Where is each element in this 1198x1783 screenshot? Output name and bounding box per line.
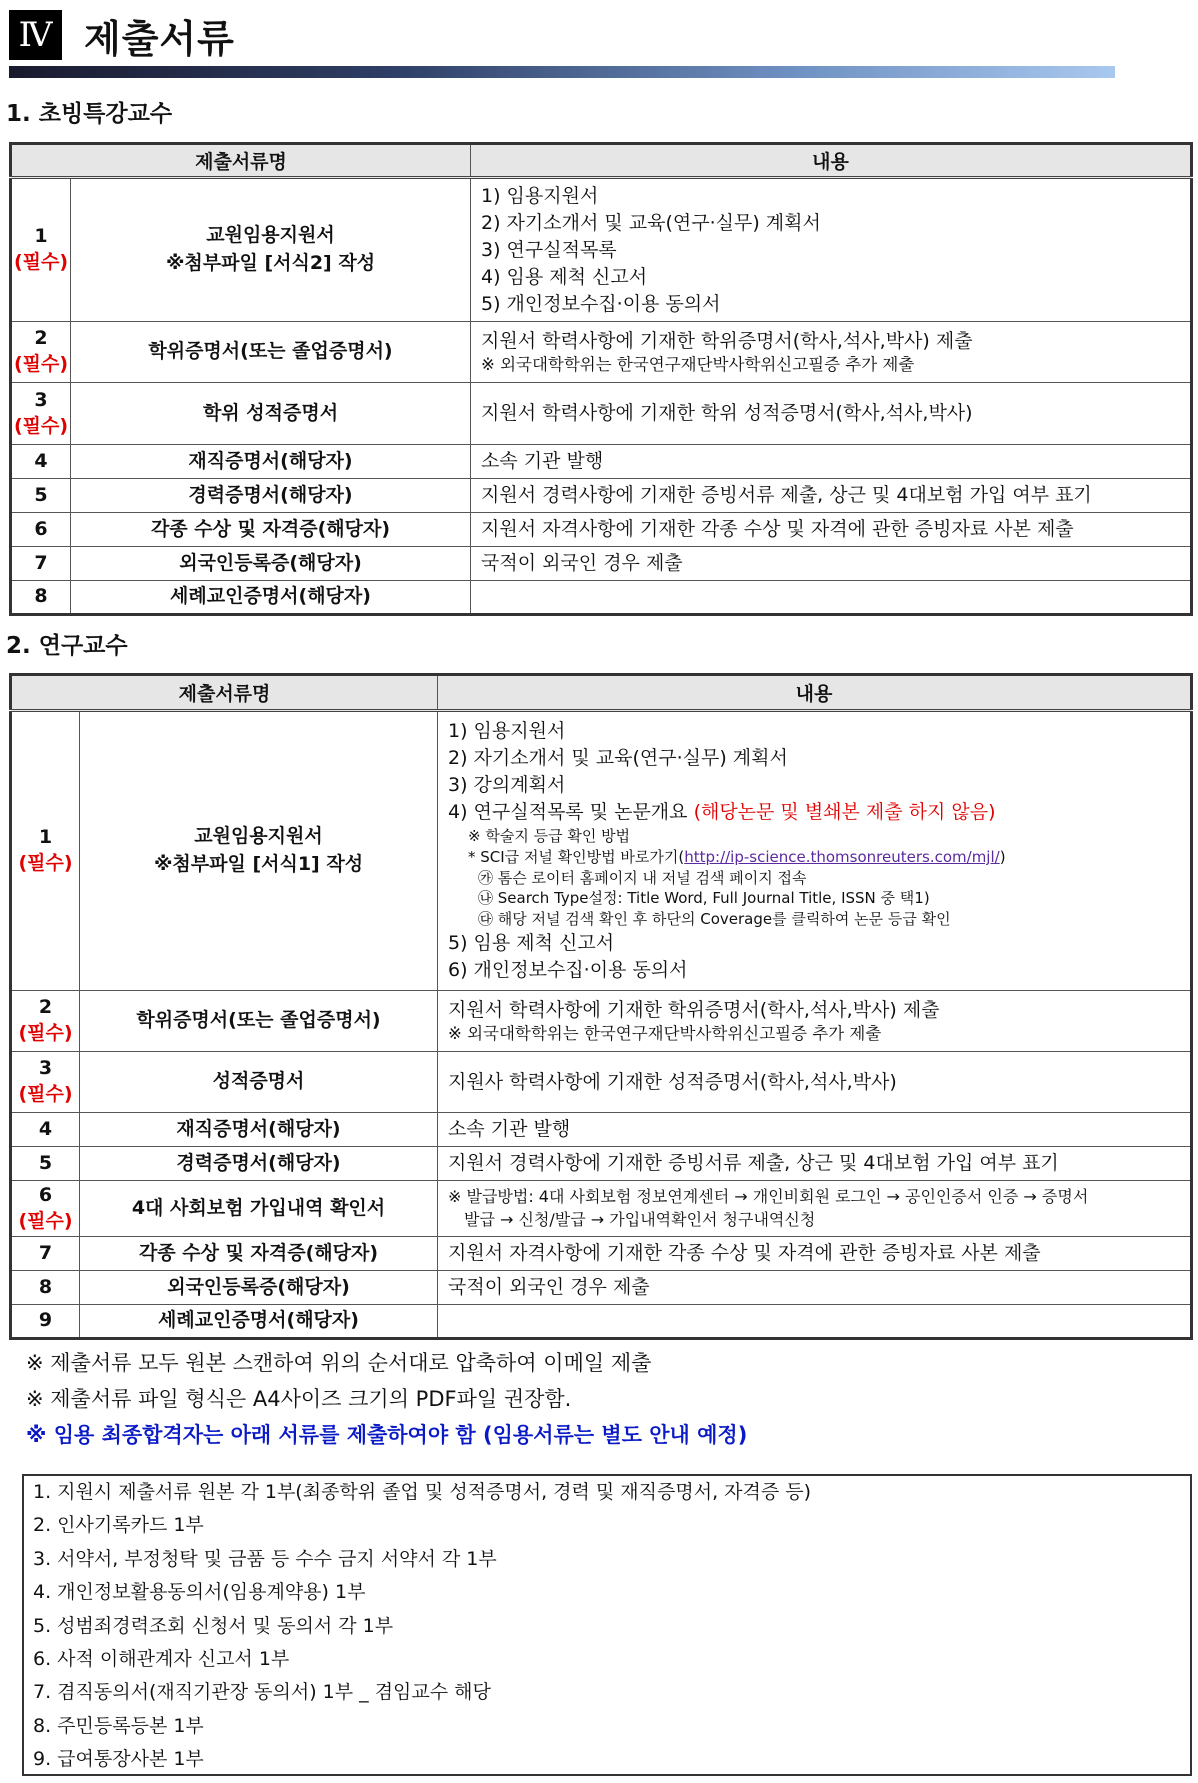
list-item: 5) 임용 제척 신고서 (448, 931, 615, 954)
row-number: 3 (필수) (11, 383, 71, 445)
row-number: 6 (필수) (11, 1181, 80, 1237)
list-item: 7. 겸직동의서(재직기관장 동의서) 1부 _ 겸임교수 해당 (33, 1681, 491, 1704)
document-content (438, 711, 1192, 991)
document-name: 경력증명서(해당자) (80, 1147, 438, 1181)
list-item: 6) 개인정보수집·이용 동의서 (448, 958, 688, 981)
row-number: 5 (11, 1147, 80, 1181)
document-content: 지원서 학력사항에 기재한 학위증명서(학사,석사,박사) 제출 ※ 외국대학학위는 한국연구재단박사학위신고필증 추가 제출 (471, 322, 1192, 383)
list-item: 2) 자기소개서 및 교육(연구·실무) 계획서 (481, 211, 821, 234)
list-item: 1) 임용지원서 (481, 184, 599, 207)
required-label: (필수) (18, 852, 73, 874)
chapter-header (9, 10, 235, 60)
row-number: 7 (11, 547, 71, 581)
table-row (11, 581, 1192, 615)
required-label: (필수) (18, 1022, 73, 1044)
table-row (11, 178, 1192, 322)
note-line: ※ 제출서류 파일 형식은 A4사이즈 크기의 PDF파일 권장함. (26, 1387, 572, 1411)
note-text: ※ 외국대학학위는 한국연구재단박사학위신고필증 추가 제출 (481, 355, 915, 375)
document-name: 각종 수상 및 자격증(해당자) (71, 513, 471, 547)
document-name: 경력증명서(해당자) (71, 479, 471, 513)
list-item: 5. 성범죄경력조회 신청서 및 동의서 각 1부 (33, 1614, 394, 1637)
document-content: 지원서 학력사항에 기재한 학위 성적증명서(학사,석사,박사) (471, 383, 1192, 445)
row-number: 2 (필수) (11, 991, 80, 1052)
submission-notes (26, 1345, 747, 1453)
list-item: 6. 사적 이해관계자 신고서 1부 (33, 1648, 290, 1671)
table-row (11, 1271, 1192, 1305)
document-content: ※ 발급방법: 4대 사회보험 정보연계센터 → 개인비회원 로그인 → 공인인증서 인증 → 증명서 발급 → 신청/발급 → 가입내역확인서 청구내역신청 (438, 1181, 1192, 1237)
row-number: 8 (11, 581, 71, 615)
required-label: (필수) (13, 414, 69, 437)
list-item: 9. 급여통장사본 1부 (33, 1748, 204, 1771)
document-name: 외국인등록증(해당자) (71, 547, 471, 581)
header-gradient-bar (9, 66, 1115, 78)
list-item: 3) 강의계획서 (448, 774, 566, 797)
document-name: 세례교인증명서(해당자) (80, 1305, 438, 1339)
warning-text: (해당논문 및 별쇄본 제출 하지 않음) (693, 801, 996, 824)
document-content: 지원서 자격사항에 기재한 각종 수상 및 자격에 관한 증빙자료 사본 제출 (438, 1237, 1192, 1271)
table-row (11, 1237, 1192, 1271)
table-row (11, 1052, 1192, 1113)
row-number: 6 (11, 513, 71, 547)
section-2-table (9, 673, 1193, 1340)
row-number: 5 (11, 479, 71, 513)
table-row (11, 1113, 1192, 1147)
row-number: 2 (필수) (11, 322, 71, 383)
table-row (11, 991, 1192, 1052)
list-item: 1. 지원시 제출서류 원본 각 1부(최종학위 졸업 및 성적증명서, 경력 및 재직증명서, 자격증 등) (33, 1481, 812, 1503)
sci-journal-link[interactable]: http://ip-science.thomsonreuters.com/mjl/ (684, 847, 1000, 866)
table-row (11, 513, 1192, 547)
document-name: 재직증명서(해당자) (71, 445, 471, 479)
table-header-row (11, 144, 1192, 178)
row-number: 3 (필수) (11, 1052, 80, 1113)
note-line: ※ 제출서류 모두 원본 스캔하여 위의 순서대로 압축하여 이메일 제출 (26, 1351, 652, 1375)
row-number: 1 (필수) (11, 178, 71, 322)
document-name: 학위증명서(또는 졸업증명서) (71, 322, 471, 383)
document-name: 세례교인증명서(해당자) (71, 581, 471, 615)
section-1-table (9, 142, 1193, 616)
section-2-title: 2. 연구교수 (6, 633, 128, 659)
col-header-content: 내용 (438, 675, 1192, 711)
note-text: ※ 외국대학학위는 한국연구재단박사학위신고필증 추가 제출 (448, 1024, 882, 1044)
list-item: 4. 개인정보활용동의서(임용계약용) 1부 (33, 1581, 366, 1604)
row-number: 4 (11, 1113, 80, 1147)
chapter-title: 제출서류 (84, 16, 235, 61)
document-content: 소속 기관 발행 (471, 445, 1192, 479)
table-row (11, 479, 1192, 513)
list-item: 1) 임용지원서 (448, 720, 566, 743)
col-header-content: 내용 (471, 144, 1192, 178)
journal-grade-guide: ※ 학술지 등급 확인 방법 * SCI급 저널 확인방법 바로가기(http://ip-science.thomsonreuters.com/mjl/) ㉮ 톰슨 로이터 홈페이지 내 저널 검색 페이지 접속 ㉯ Search Type설정: Title Word, Full Journal Title, ISSN 중 택1) ㉰ 해당 저널 검색 확인 후 하단의 Coverage를 클릭하여 논문 등급 확인 (468, 827, 1006, 929)
row-number: 8 (11, 1271, 80, 1305)
table-row (11, 547, 1192, 581)
required-label: (필수) (13, 251, 69, 273)
col-header-name: 제출서류명 (11, 144, 471, 178)
document-name: 성적증명서 (80, 1052, 438, 1113)
row-number: 4 (11, 445, 71, 479)
list-item: 3. 서약서, 부정청탁 및 금품 등 수수 금지 서약서 각 1부 (33, 1547, 497, 1570)
document-content: 국적이 외국인 경우 제출 (471, 547, 1192, 581)
note-line-highlight: ※ 임용 최종합격자는 아래 서류를 제출하여야 함 (임용서류는 별도 안내 예정) (26, 1423, 748, 1447)
table-row (11, 1181, 1192, 1237)
row-number: 1 (필수) (11, 711, 80, 991)
required-label: (필수) (13, 353, 69, 375)
list-item: 3) 연구실적목록 (481, 238, 617, 261)
document-content: 지원서 자격사항에 기재한 각종 수상 및 자격에 관한 증빙자료 사본 제출 (471, 513, 1192, 547)
row-number: 7 (11, 1237, 80, 1271)
document-content: 국적이 외국인 경우 제출 (438, 1271, 1192, 1305)
table-row (11, 383, 1192, 445)
document-content: 소속 기관 발행 (438, 1113, 1192, 1147)
document-content (471, 178, 1192, 322)
document-name: 학위증명서(또는 졸업증명서) (80, 991, 438, 1052)
document-content: 지원서 경력사항에 기재한 증빙서류 제출, 상근 및 4대보험 가입 여부 표기 (438, 1147, 1192, 1181)
chapter-number-badge: Ⅳ (9, 10, 62, 60)
table-row (11, 1305, 1192, 1339)
list-item: 5) 개인정보수집·이용 동의서 (481, 292, 721, 315)
required-label: (필수) (18, 1209, 73, 1232)
document-name: 학위 성적증명서 (71, 383, 471, 445)
document-content: 지원서 학력사항에 기재한 학위증명서(학사,석사,박사) 제출 ※ 외국대학학위는 한국연구재단박사학위신고필증 추가 제출 (438, 991, 1192, 1052)
document-content (471, 581, 1192, 615)
document-name: 교원임용지원서 ※첨부파일 [서식2] 작성 (71, 178, 471, 322)
table-row (11, 322, 1192, 383)
document-content (438, 1305, 1192, 1339)
list-item: 4) 임용 제척 신고서 (481, 265, 648, 288)
final-documents-box (22, 1474, 1192, 1776)
document-content: 지원사 학력사항에 기재한 성적증명서(학사,석사,박사) (438, 1052, 1192, 1113)
document-content: 지원서 경력사항에 기재한 증빙서류 제출, 상근 및 4대보험 가입 여부 표기 (471, 479, 1192, 513)
list-item: 2) 자기소개서 및 교육(연구·실무) 계획서 (448, 747, 788, 770)
document-name: 교원임용지원서 ※첨부파일 [서식1] 작성 (80, 711, 438, 991)
required-label: (필수) (18, 1083, 73, 1105)
document-name: 재직증명서(해당자) (80, 1113, 438, 1147)
document-name: 각종 수상 및 자격증(해당자) (80, 1237, 438, 1271)
list-item: 8. 주민등록등본 1부 (33, 1714, 204, 1737)
section-1-title: 1. 초빙특강교수 (6, 101, 173, 127)
row-number: 9 (11, 1305, 80, 1339)
table-row (11, 1147, 1192, 1181)
list-item: 2. 인사기록카드 1부 (33, 1514, 204, 1537)
table-row (11, 445, 1192, 479)
col-header-name: 제출서류명 (11, 675, 438, 711)
table-header-row (11, 675, 1192, 711)
document-name: 4대 사회보험 가입내역 확인서 (80, 1181, 438, 1237)
table-row (11, 711, 1192, 991)
document-name: 외국인등록증(해당자) (80, 1271, 438, 1305)
list-item: 4) 연구실적목록 및 논문개요 (해당논문 및 별쇄본 제출 하지 않음) (448, 801, 996, 824)
